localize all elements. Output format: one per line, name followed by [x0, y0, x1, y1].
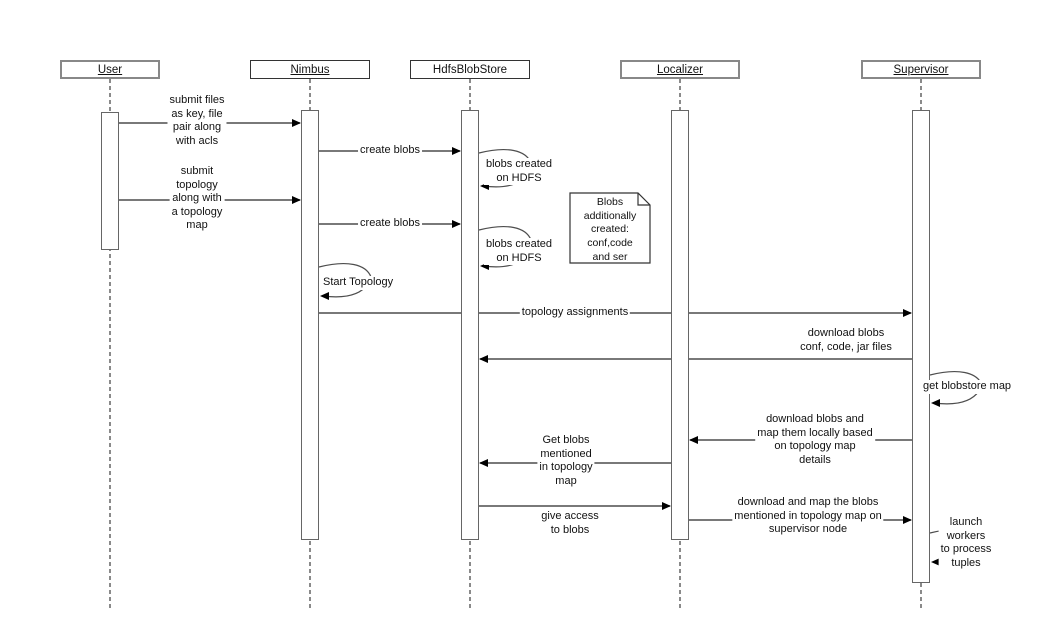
participant-label-user: User [97, 63, 123, 76]
self-message-label-blobs-created-on-hdfs-2 [484, 238, 554, 265]
participant-label-hdfsblobstore: HdfsBlobStore [432, 63, 508, 76]
label-line: on HDFS [496, 171, 542, 184]
label-line: topology [176, 178, 218, 191]
arrowhead-submit-files [292, 119, 301, 127]
label-line: Get blobs [542, 434, 590, 446]
label-line: to blobs [550, 523, 590, 536]
label-line: and ser [592, 250, 628, 263]
participant-box-supervisor [861, 60, 981, 79]
label-line: give access [541, 510, 599, 522]
self-message-label-get-blobstore-map [921, 380, 1013, 394]
activation-bar-localizer [671, 110, 689, 540]
self-message-label-blobs-created-on-hdfs-1 [484, 158, 554, 185]
arrowhead-create-blobs-1 [452, 147, 461, 155]
label-line: supervisor node [768, 523, 848, 535]
message-label-download-and-map [732, 496, 883, 537]
message-label-create-blobs-2 [358, 217, 422, 231]
self-message-label-launch-workers [939, 516, 994, 570]
activation-bar-user [101, 112, 119, 250]
arrowhead-get-blobstore-map [931, 399, 940, 407]
label-line: topology assignments [521, 306, 629, 318]
label-line: on HDFS [496, 251, 542, 264]
participant-box-nimbus [250, 60, 370, 79]
label-line: submit files [169, 94, 225, 106]
participant-box-hdfsblobstore [410, 60, 530, 79]
label-line: map [555, 474, 577, 487]
arrowhead-download-and-map [903, 516, 912, 524]
arrowhead-get-blobs-mentioned [479, 459, 488, 467]
label-line: conf, code, jar files [800, 340, 892, 353]
arrowhead-download-blobs-map-locally [689, 436, 698, 444]
note-label [584, 196, 637, 265]
label-line: along with [172, 192, 222, 204]
label-line: create blobs [360, 144, 420, 156]
label-line: map them locally based [757, 426, 873, 439]
label-line: launch [949, 516, 983, 528]
self-message-label-start-topology [321, 276, 395, 290]
label-line: conf,code [587, 237, 633, 250]
activation-bar-supervisor [912, 110, 930, 583]
arrowhead-give-access [662, 502, 671, 510]
label-line: as key, file [171, 107, 223, 120]
self-message-in-start-topology [319, 264, 371, 277]
label-line: mentioned [540, 447, 592, 460]
participant-box-user [60, 60, 160, 79]
label-line: workers [946, 529, 986, 542]
message-label-download-blobs-conf [798, 327, 894, 354]
label-line: submit [180, 165, 214, 177]
arrowhead-create-blobs-2 [452, 220, 461, 228]
activation-bar-hdfsblobstore [461, 110, 479, 540]
message-label-download-blobs-map-locally [755, 413, 875, 467]
arrowhead-topology-assignments [903, 309, 912, 317]
label-line: get blobstore map [923, 380, 1012, 392]
label-line: Blobs [596, 196, 624, 208]
label-line: tuples [951, 556, 981, 569]
participant-box-localizer [620, 60, 740, 79]
message-label-submit-files [167, 94, 226, 148]
label-line: created: [591, 223, 629, 236]
label-line: additionally [583, 209, 637, 222]
activation-bar-nimbus [301, 110, 319, 540]
message-label-submit-topology [170, 165, 225, 233]
label-line: pair along [172, 121, 222, 133]
arrowhead-download-blobs-conf [479, 355, 488, 363]
label-line: create blobs [360, 217, 420, 229]
participant-label-supervisor: Supervisor [893, 63, 949, 76]
label-line: map [186, 219, 208, 231]
arrowhead-submit-topology [292, 196, 301, 204]
label-line: mentioned in topology map on [734, 509, 882, 522]
participant-label-localizer: Localizer [656, 63, 704, 76]
participant-label-nimbus: Nimbus [290, 63, 330, 76]
label-line: with acls [175, 134, 219, 147]
message-label-give-access [539, 510, 600, 537]
message-label-get-blobs-mentioned [537, 434, 594, 488]
label-line: a topology [171, 205, 223, 218]
label-line: download blobs and [766, 413, 864, 425]
arrowhead-start-topology [320, 292, 329, 300]
label-line: on topology map [774, 440, 856, 452]
message-label-create-blobs-1 [358, 144, 422, 158]
label-line: in topology [539, 461, 593, 473]
label-line: to process [940, 543, 992, 555]
label-line: download and map the blobs [737, 496, 879, 508]
label-line: blobs created [485, 158, 553, 170]
label-line: blobs created [485, 238, 553, 250]
label-line: details [799, 453, 831, 466]
message-label-topology-assignments [520, 306, 630, 320]
label-line: Start Topology [323, 276, 394, 288]
label-line: download blobs [807, 327, 885, 339]
